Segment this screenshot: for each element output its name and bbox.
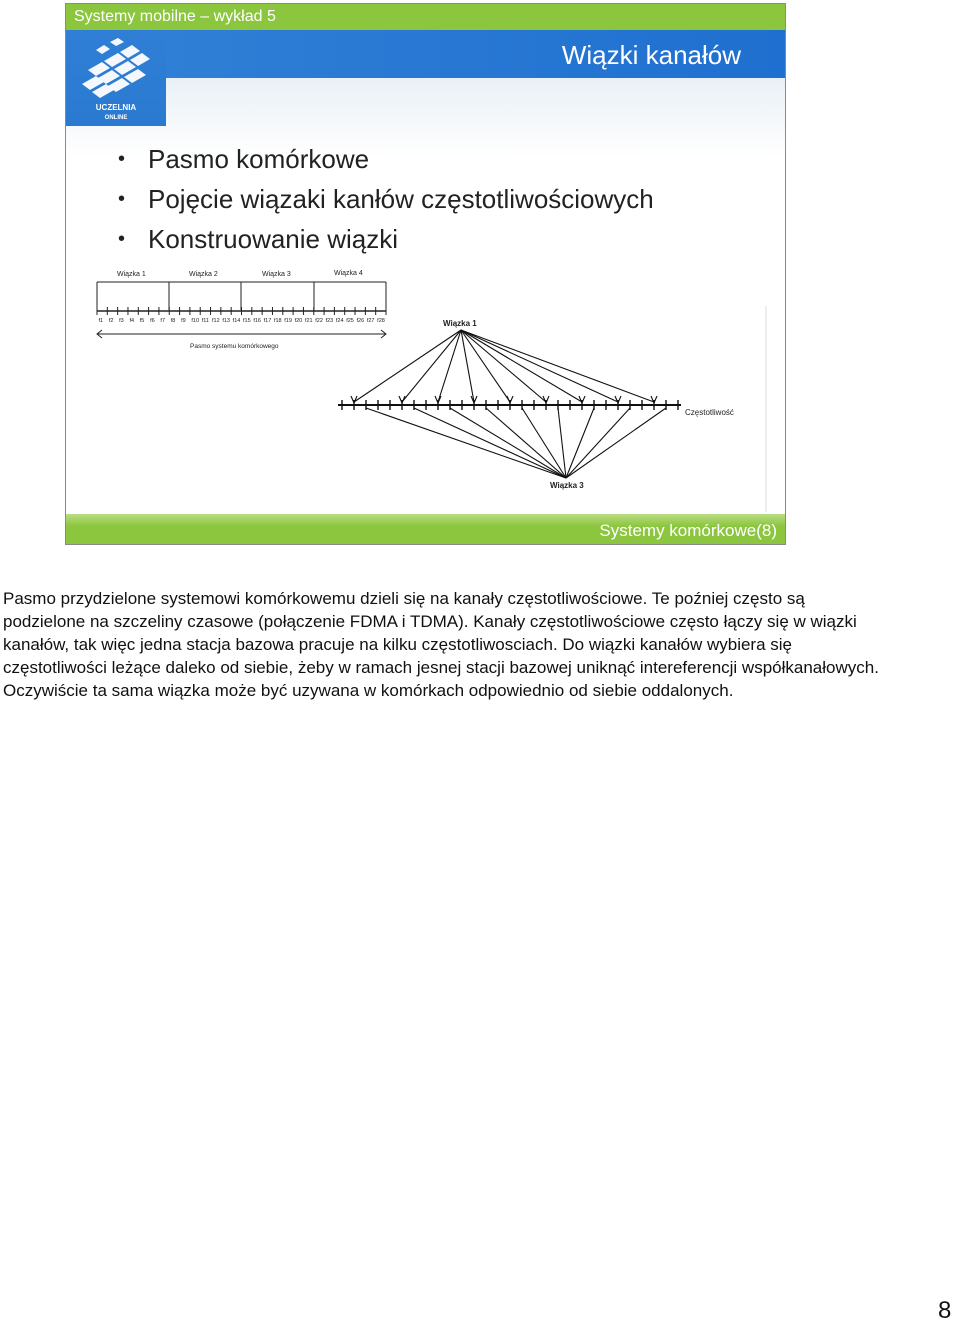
channel-label: f2 [108, 318, 114, 324]
body-paragraph: Pasmo przydzielone systemowi komórkowemu dzieli się na kanały częstotliwościowe. Te poźniej często są podzielone na szczeliny czasowe (połączenie FDMA i TDMA). Kanały częstotliwościowe często łączy się w wiązki kanałów, tak więc jedna stacja bazowa pracuje na kilku częstotliwosciach. Do wiązki kanałów wybiera się częstotliwości leżące daleko od siebie, żeby w ramach jesnej stacji bazowej uniknąć intereferencji współkanałowych. Oczywiście ta sama wiązka może być uzywana w komórkach odpowiednio od siebie oddalonych. [3, 589, 879, 700]
channel-label: f9 [181, 318, 186, 324]
logo-text-line1: UCZELNIA [95, 103, 137, 112]
channel-label: f8 [170, 318, 176, 324]
arrowhead-icon [615, 396, 621, 403]
channel-label: f23 [325, 318, 334, 324]
channel-label: f13 [222, 318, 231, 324]
bundle-label: Wiązka 4 [334, 270, 363, 277]
bundle-1-link [461, 330, 618, 402]
bullet-text: Pasmo komórkowe [148, 144, 370, 174]
logo-text-line2: ONLINE [104, 115, 128, 121]
channel-label: f10 [191, 318, 200, 324]
bundle-1-link [402, 330, 461, 402]
bullet-text: Pojęcie wiązaki kanłów częstotliwościowych [148, 184, 654, 214]
bundle-1-link [354, 330, 461, 402]
arrowhead-icon [351, 396, 357, 403]
arrowhead-icon [651, 396, 657, 403]
band-label: Pasmo systemu komórkowego [190, 343, 279, 350]
bundle-3-link [414, 408, 566, 478]
bundle-label: Wiązka 3 [262, 271, 291, 278]
course-label: Systemy mobilne – wykład 5 [74, 8, 276, 25]
channel-label: f28 [377, 318, 385, 324]
bundle-1-link [438, 330, 461, 402]
bundle-3-link [366, 408, 566, 478]
channel-label: f25 [346, 318, 354, 324]
slide-title: Wiązki kanałów [561, 40, 741, 70]
bundle-1-link [461, 330, 654, 402]
fan-bottom-label: Wiązka 3 [550, 481, 584, 490]
bundle-frequency-diagram [335, 306, 766, 512]
channel-label: f4 [129, 318, 135, 324]
arrowhead-icon [543, 396, 549, 403]
bundle-label: Wiązka 2 [189, 271, 218, 278]
channel-label: f14 [232, 318, 241, 324]
page-number: 8 [938, 1297, 952, 1324]
channel-label: f18 [273, 318, 282, 324]
bullet-icon: • [118, 188, 126, 210]
slide [65, 3, 786, 545]
bundle-1-link [461, 330, 474, 402]
channel-label: f16 [253, 318, 261, 324]
frequency-axis-label: Częstotliwość [685, 408, 734, 417]
footer-bar [66, 514, 785, 544]
channel-label: f6 [150, 318, 155, 324]
channel-label: f22 [315, 318, 323, 324]
bullet-icon: • [118, 148, 126, 170]
channel-label: f11 [201, 318, 209, 324]
footer-label: Systemy komórkowe(8) [599, 521, 777, 540]
bundle-label: Wiązka 1 [117, 271, 146, 278]
bullet-icon: • [118, 228, 126, 250]
channel-label: f26 [356, 318, 365, 324]
channel-bundle-diagram [66, 4, 785, 514]
channel-label: f1 [98, 318, 104, 324]
channel-label: f15 [243, 318, 251, 324]
channel-label: f5 [139, 318, 145, 324]
arrowhead-icon [579, 396, 585, 403]
bundle-3-link [486, 408, 566, 478]
channel-label: f12 [212, 318, 220, 324]
channel-label: f17 [263, 318, 272, 324]
channel-label: f20 [294, 318, 303, 324]
channel-label: f21 [304, 318, 313, 324]
arrowhead-icon [435, 396, 441, 403]
bundle-1-link [461, 330, 582, 402]
channel-label: f24 [335, 318, 344, 324]
bullet-text: Konstruowanie wiązki [148, 224, 399, 254]
channel-label: f3 [119, 318, 124, 324]
channel-label: f19 [284, 318, 292, 324]
band-diagram-left [97, 282, 386, 338]
bundle-1-link [461, 330, 546, 402]
bundle-3-link [566, 408, 594, 478]
bundle-3-link [566, 408, 666, 478]
bundle-3-link [566, 408, 630, 478]
channel-label: f27 [366, 318, 375, 324]
channel-label: f7 [160, 318, 166, 324]
fan-top-label: Wiązka 1 [443, 319, 477, 328]
